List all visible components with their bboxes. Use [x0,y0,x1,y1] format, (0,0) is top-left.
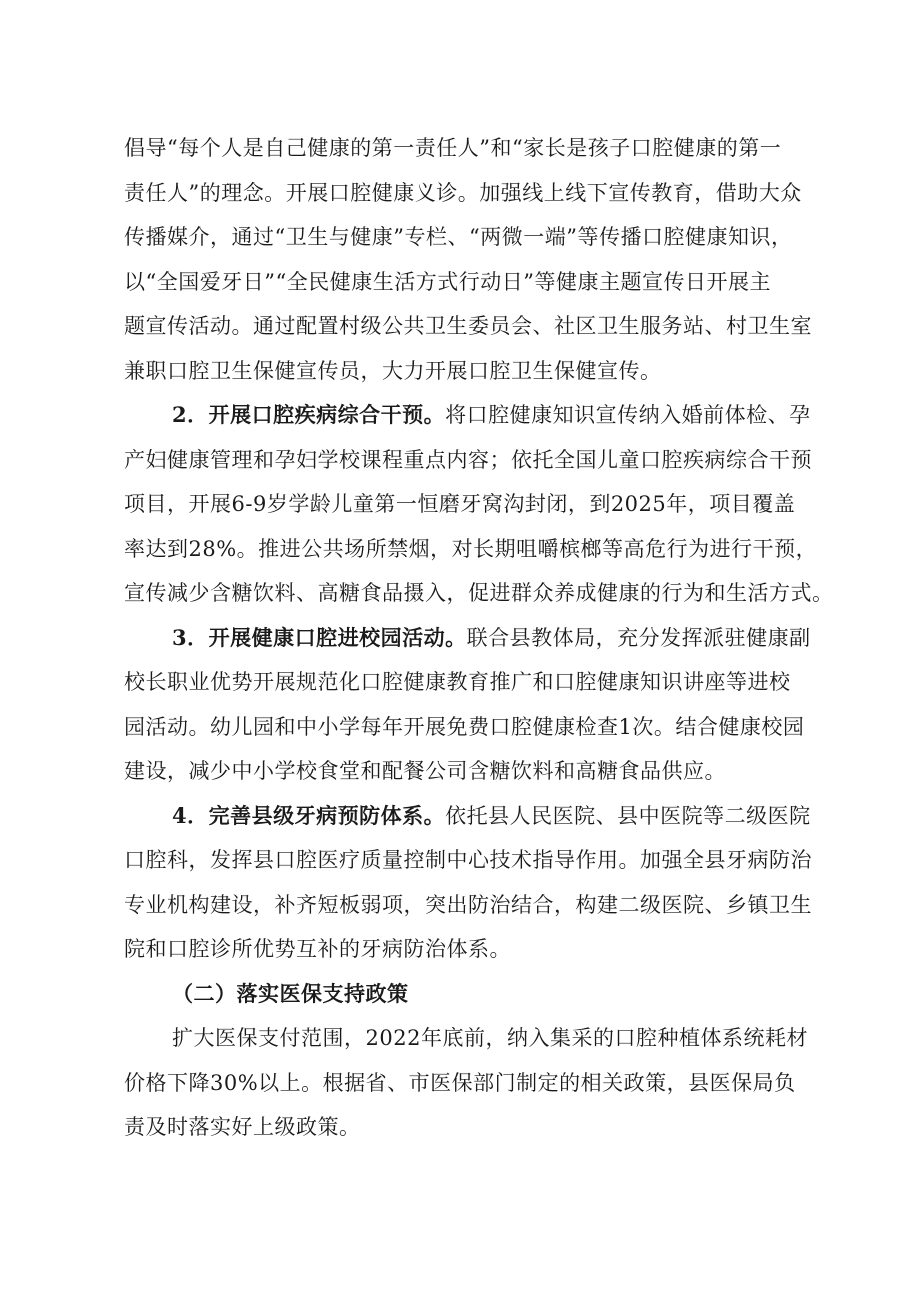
text-line: 以“全国爱牙日”“全民健康生活方式行动日”等健康主题宣传日开展主 [124,269,771,294]
text-run: 依托县人民医院、县中医院等二级医院 [445,803,811,828]
section-title: （二）落实医保支持政策 [172,980,409,1006]
text-line: 口腔科，发挥县口腔医疗质量控制中心技术指导作用。加强全县牙病防治 [124,848,812,872]
text-line: 园活动。幼儿园和中小学每年开展免费口腔健康检查1次。结合健康校园 [124,714,805,739]
text-line: 兼职口腔卫生保健宣传员，大力开展口腔卫生保健宣传。 [124,358,662,383]
text-line: 产妇健康管理和孕妇学校课程重点内容；依托全国儿童口腔疾病综合干预 [124,447,812,472]
section-heading-insurance [124,972,814,1017]
item-heading: 4．完善县级牙病预防体系。 [172,802,446,828]
text-line: 项目，开展6-9岁学龄儿童第一恒磨牙窝沟封闭，到2025年，项目覆盖 [124,492,796,516]
text-line: 价格下降30%以上。根据省、市医保部门制定的相关政策，县医保局负 [124,1070,796,1095]
text-line-first: 扩大医保支付范围，2022年底前，纳入集采的口腔种植体系统耗材 [172,1026,808,1050]
text-line: 建设，减少中小学校食堂和配餐公司含糖饮料和高糖食品供应。 [124,759,726,783]
text-line: 院和口腔诊所优势互补的牙病防治体系。 [124,937,511,961]
text-line-first [124,616,814,661]
item-heading: 3．开展健康口腔进校园活动。 [172,624,467,650]
text-line: 传播媒介，通过“卫生与健康”专栏、“两微一端”等传播口腔健康知识， [124,225,793,249]
text-line: 率达到28%。推进公共场所禁烟，对长期咀嚼槟榔等高危行为进行干预， [124,536,818,561]
text-run: 将口腔健康知识宣传纳入婚前体检、孕 [445,403,811,427]
paragraph-school-campaign [124,616,814,794]
item-heading: 2．开展口腔疾病综合干预。 [172,402,446,427]
text-line: 校长职业优势开展规范化口腔健康教育推广和口腔健康知识讲座等进校 [124,670,791,694]
paragraph-disease-intervention [124,393,834,616]
text-line: 倡导“每个人是自己健康的第一责任人”和“家长是孩子口腔健康的第一 [124,136,782,160]
document-page [124,126,834,1150]
text-run: 联合县教体局，充分发挥派驻健康副 [466,625,811,650]
text-line-first [124,393,814,438]
paragraph-insurance-policy [124,1016,814,1150]
text-line-first [124,794,814,839]
text-line: 责任人”的理念。开展口腔健康义诊。加强线上线下宣传教育，借助大众 [124,180,802,205]
text-line: 宣传减少含糖饮料、高糖食品摄入，促进群众养成健康的行为和生活方式。 [124,581,834,605]
text-line: 专业机构建设，补齐短板弱项，突出防治结合，构建二级医院、乡镇卫生 [124,892,812,917]
paragraph-prevention-system [124,794,814,972]
text-line: 责及时落实好上级政策。 [124,1115,361,1139]
paragraph-oral-health-promotion [124,126,814,393]
text-line: 题宣传活动。通过配置村级公共卫生委员会、社区卫生服务站、村卫生室 [124,314,812,338]
